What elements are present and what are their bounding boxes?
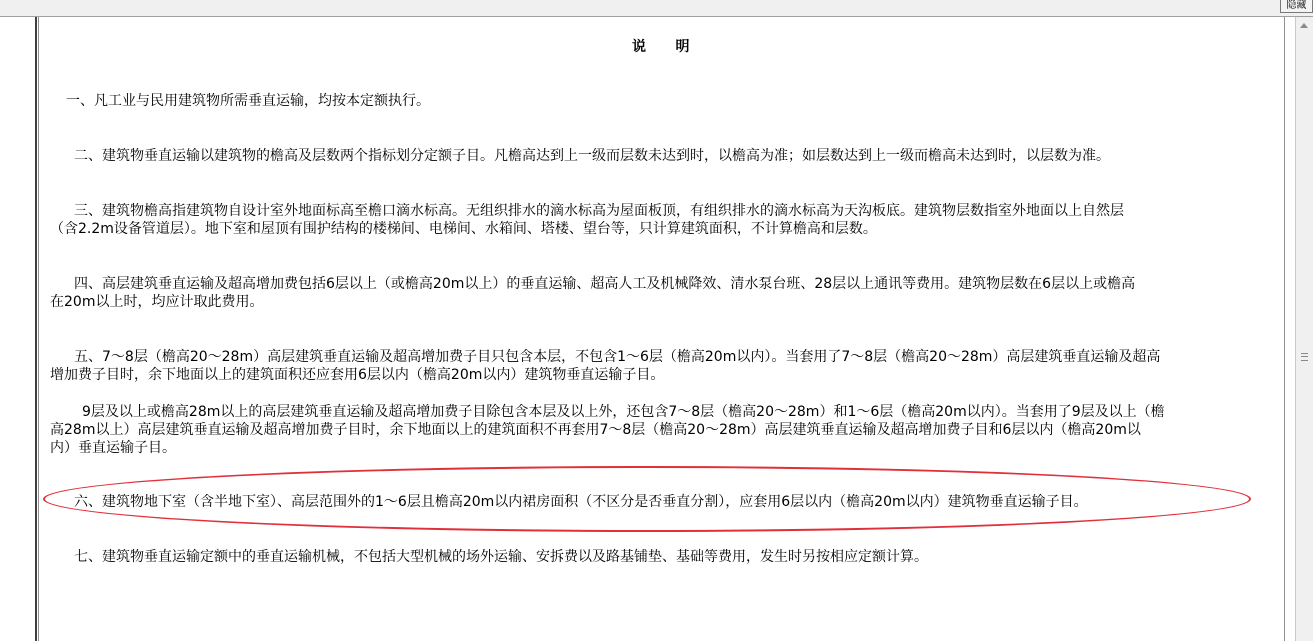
paragraph-6-line-1: 六、建筑物地下室（含半地下室）、高层范围外的1～6层且檐高20m以内裙房面积（不区分是否垂直分割），应套用6层以内（檐高20m以内）建筑物垂直运输子目。 xyxy=(74,494,1088,510)
paragraph-3-line-2: （含2.2m设备管道层）。地下室和屋顶有围护结构的楼梯间、电梯间、水箱间、塔楼、望台等，只计算建筑面积，不计算檐高和层数。 xyxy=(50,221,877,237)
scroll-grip-icon[interactable] xyxy=(1301,353,1308,361)
paragraph-4-line-1: 四、高层建筑垂直运输及超高增加费包括6层以上（或檐高20m以上）的垂直运输、超高人工及机械降效、清水泵台班、28层以上通讯等费用。建筑物层数在6层以上或檐高 xyxy=(74,276,1136,292)
paragraph-4-line-2: 在20m以上时，均应计取此费用。 xyxy=(50,294,264,310)
page-title: 说 明 xyxy=(632,39,692,55)
paragraph-5-line-2: 增加费子目时，余下地面以上的建筑面积还应套用6层以内（檐高20m以内）建筑物垂直运输子目。 xyxy=(50,367,665,383)
vertical-scrollbar[interactable] xyxy=(1295,17,1313,641)
paragraph-3-line-1: 三、建筑物檐高指建筑物自设计室外地面标高至檐口滴水标高。无组织排水的滴水标高为屋面板顶，有组织排水的滴水标高为天沟板底。建筑物层数指室外地面以上自然层 xyxy=(74,203,1124,219)
page-border-left xyxy=(38,17,39,641)
paragraph-5b-line-2: 高28m以上）高层建筑垂直运输及超高增加费子目时，余下地面以上的建筑面积不再套用7～8层（檐高20～28m）高层建筑垂直运输及超高增加费子目和6层以内（檐高20m以 xyxy=(50,422,1141,438)
left-gutter xyxy=(0,17,37,641)
paragraph-5b-line-3: 内）垂直运输子目。 xyxy=(50,440,176,456)
paragraph-2-line-1: 二、建筑物垂直运输以建筑物的檐高及层数两个指标划分定额子目。凡檐高达到上一级而层数未达到时，以檐高为准；如层数达到上一级而檐高未达到时，以层数为准。 xyxy=(74,148,1110,164)
hide-button[interactable]: 隐藏 xyxy=(1280,0,1313,13)
paragraph-5b-line-1: 9层及以上或檐高28m以上的高层建筑垂直运输及超高增加费子目除包含本层及以上外，还包含7～8层（檐高20～28m）和1～6层（檐高20m以内）。当套用了9层及以上（檐 xyxy=(82,404,1165,420)
paragraph-1-line-1: 一、凡工业与民用建筑物所需垂直运输，均按本定额执行。 xyxy=(66,93,430,109)
top-toolbar xyxy=(0,0,1313,17)
page-border-right xyxy=(1284,17,1285,641)
scroll-up-arrow-icon[interactable] xyxy=(1300,23,1308,28)
paragraph-5-line-1: 五、7～8层（檐高20～28m）高层建筑垂直运输及超高增加费子目只包含本层，不包含1～6层（檐高20m以内）。当套用了7～8层（檐高20～28m）高层建筑垂直运输及超高 xyxy=(74,349,1161,365)
paragraph-7-line-1: 七、建筑物垂直运输定额中的垂直运输机械，不包括大型机械的场外运输、安拆费以及路基铺垫、基础等费用，发生时另按相应定额计算。 xyxy=(74,549,928,565)
